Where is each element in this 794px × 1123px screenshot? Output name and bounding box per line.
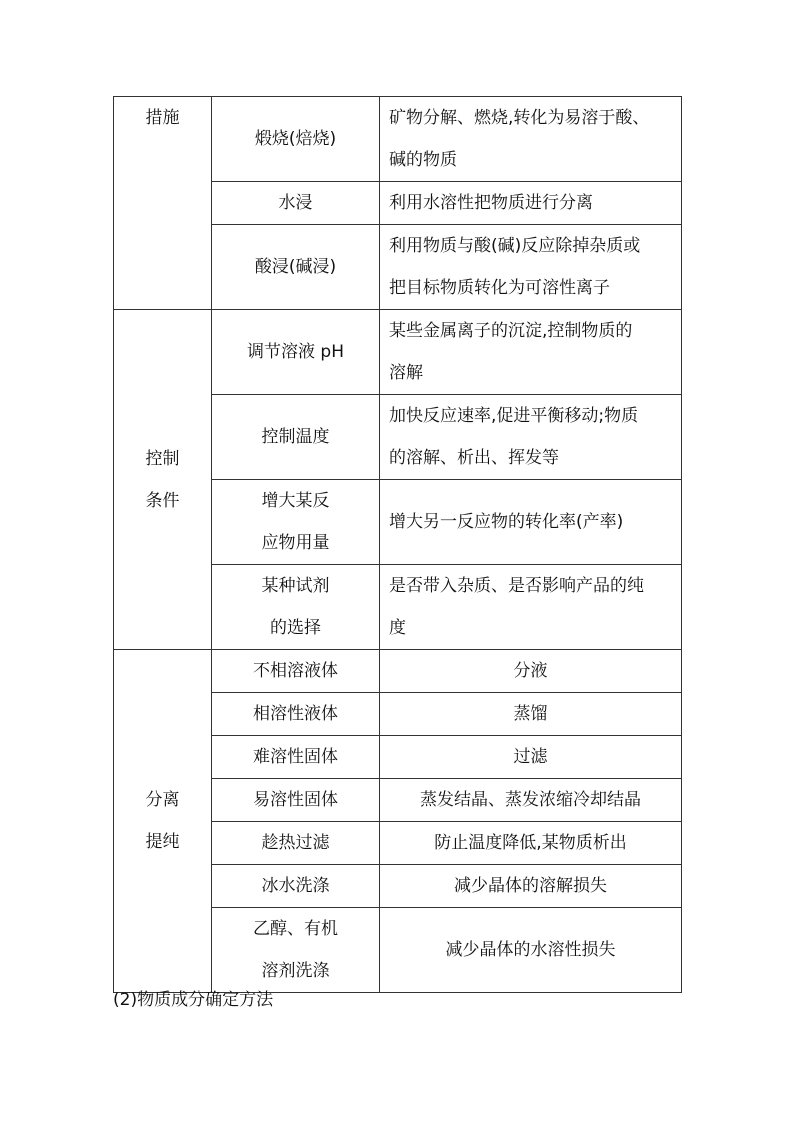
measure-cell (212, 865, 380, 908)
effect-text: 防止温度降低,某物质析出 (434, 833, 627, 853)
table-row (114, 310, 682, 395)
measure-label: 煅烧(焙烧) (254, 129, 337, 149)
category-cell (114, 650, 212, 993)
measure-cell (212, 225, 380, 310)
measure-label: 水浸 (278, 193, 313, 213)
effect-cell (380, 97, 682, 182)
effect-text: 某些金属离子的沉淀,控制物质的 (389, 321, 633, 341)
effect-text: 矿物分解、燃烧,转化为易溶于酸、 (389, 108, 650, 128)
measure-label: 相溶性液体 (253, 704, 338, 724)
effect-text: 减少晶体的溶解损失 (454, 876, 607, 896)
effect-cell (380, 908, 682, 993)
category-label: 条件 (145, 490, 180, 511)
effect-text: 分液 (513, 661, 548, 681)
effect-text: 蒸馏 (513, 704, 548, 724)
effect-text: 利用水溶性把物质进行分离 (389, 193, 593, 213)
measure-label: 应物用量 (261, 533, 330, 553)
effect-cell (380, 480, 682, 565)
effect-cell (380, 736, 682, 779)
measure-label: 冰水洗涤 (261, 876, 330, 896)
effect-cell (380, 310, 682, 395)
category-cell (114, 97, 212, 310)
effect-text: 的溶解、析出、挥发等 (389, 448, 559, 468)
measure-label: 某种试剂 (261, 576, 330, 596)
measure-label: 易溶性固体 (253, 790, 338, 810)
measure-cell (212, 822, 380, 865)
category-label: 控制 (145, 448, 180, 469)
measure-label: 控制温度 (261, 427, 330, 447)
category-cell (114, 310, 212, 650)
measure-label: 溶剂洗涤 (261, 961, 330, 981)
effect-text: 利用物质与酸(碱)反应除掉杂质或 (389, 236, 641, 256)
measure-cell (212, 908, 380, 993)
effect-text: 加快反应速率,促进平衡移动;物质 (389, 406, 639, 426)
measure-cell (212, 182, 380, 225)
effect-text: 碱的物质 (389, 150, 457, 170)
effect-text: 是否带入杂质、是否影响产品的纯 (389, 576, 644, 596)
table-row (114, 650, 682, 693)
effect-cell (380, 395, 682, 480)
effect-text: 把目标物质转化为可溶性离子 (389, 278, 610, 298)
measure-label: 不相溶液体 (253, 661, 338, 681)
measure-cell (212, 565, 380, 650)
measure-label: 的选择 (270, 618, 321, 638)
effect-cell (380, 565, 682, 650)
measure-label: 调节溶液 pH (247, 342, 344, 362)
measure-cell (212, 480, 380, 565)
effect-cell (380, 182, 682, 225)
measure-cell (212, 779, 380, 822)
process-table (113, 96, 682, 993)
effect-text: 减少晶体的水溶性损失 (445, 940, 616, 960)
measure-cell (212, 310, 380, 395)
effect-cell (380, 650, 682, 693)
measure-cell (212, 97, 380, 182)
effect-cell (380, 779, 682, 822)
effect-text: 度 (389, 618, 406, 638)
measure-cell (212, 736, 380, 779)
measure-cell (212, 650, 380, 693)
measure-cell (212, 693, 380, 736)
measure-label: 乙醇、有机 (253, 919, 338, 939)
effect-cell (380, 693, 682, 736)
category-label: 措施 (145, 108, 180, 128)
category-label: 提纯 (145, 832, 180, 852)
effect-text: 过滤 (513, 747, 548, 767)
effect-text: 溶解 (389, 363, 423, 383)
category-label: 分离 (145, 790, 180, 810)
measure-cell (212, 395, 380, 480)
effect-cell (380, 865, 682, 908)
effect-text: 蒸发结晶、蒸发浓缩冷却结晶 (420, 790, 641, 810)
effect-cell (380, 225, 682, 310)
measure-label: 难溶性固体 (253, 747, 338, 767)
measure-label: 酸浸(碱浸) (254, 257, 337, 277)
section-caption: (2)物质成分确定方法 (113, 990, 274, 1010)
measure-label: 趁热过滤 (261, 833, 330, 853)
measure-label: 增大某反 (261, 491, 330, 511)
table-row (114, 97, 682, 182)
effect-text: 增大另一反应物的转化率(产率) (389, 512, 624, 532)
effect-cell (380, 822, 682, 865)
